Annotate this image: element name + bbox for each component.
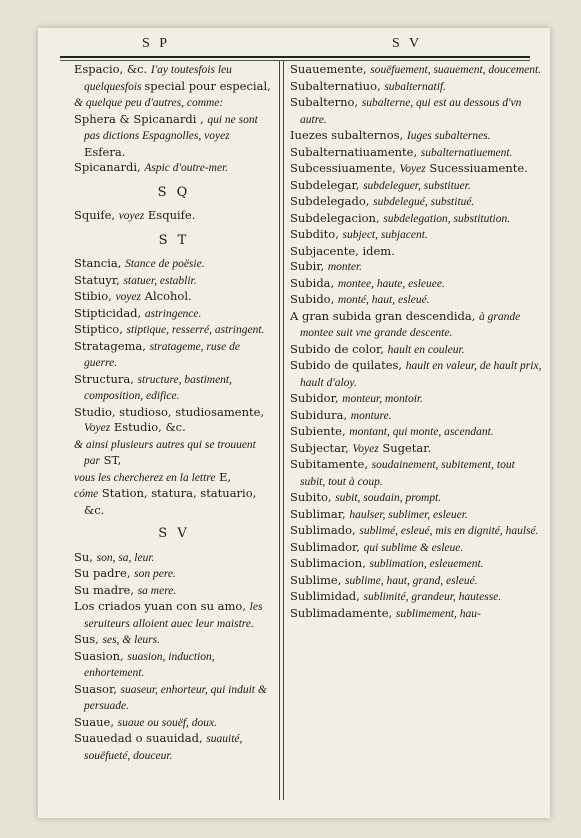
entry-gloss: Voyez — [399, 163, 426, 175]
dictionary-entry — [74, 550, 274, 567]
entry-tail: Sucessiuamente. — [425, 161, 528, 175]
entry-term: Subito, — [290, 490, 336, 504]
dictionary-entry — [290, 573, 542, 590]
entry-gloss: hault en valeur, de hault prix, hault d'aloy. — [300, 360, 542, 389]
entry-term: Sublimar, — [290, 506, 350, 521]
dictionary-entry — [74, 160, 274, 177]
dictionary-entry — [74, 208, 274, 225]
entry-term: Subitamente, — [290, 457, 372, 471]
column-divider — [279, 61, 284, 800]
entry-term: Subida, — [290, 275, 338, 290]
entry-term: Sublimador, — [290, 539, 364, 554]
entry-term: Subalterno, — [290, 95, 362, 109]
entry-term: Suauedad o suauidad, — [74, 731, 207, 745]
dictionary-entry — [290, 145, 542, 162]
entry-gloss: voyez — [115, 291, 141, 303]
dictionary-entry — [290, 457, 542, 490]
dictionary-entry — [290, 408, 542, 425]
entry-term: Statuyr, — [74, 272, 124, 287]
entry-tail: Station, statura, statuario, &c. — [84, 486, 257, 517]
entry-term: Stratagema, — [74, 338, 150, 353]
entry-gloss: astringence. — [144, 307, 202, 320]
entry-term: Su padre, — [74, 566, 135, 580]
entry-gloss: structure, bastiment, composition, edifice. — [84, 373, 232, 402]
entry-gloss: vous les chercherez en la lettre — [74, 471, 216, 484]
dictionary-entry — [74, 339, 274, 372]
entry-gloss: montant, qui monte, ascendant. — [349, 426, 494, 438]
entry-gloss: & ainsi plusieurs autres qui se trouuent par — [74, 438, 256, 467]
entry-term: Sphera & Spicanardi , — [74, 111, 208, 126]
entry-term: Subidura, — [290, 407, 351, 422]
dictionary-entry — [290, 62, 542, 79]
entry-gloss: son, sa, leur. — [96, 551, 155, 564]
entry-term: Stibio, — [74, 289, 116, 303]
entry-gloss: cóme — [74, 488, 99, 500]
dictionary-entry — [74, 682, 274, 715]
entry-gloss: monture. — [350, 409, 392, 422]
dictionary-entry — [290, 309, 542, 342]
dictionary-entry — [74, 372, 274, 405]
dictionary-entry — [290, 523, 542, 540]
entry-gloss: suauité, souëfueté, douceur. — [84, 733, 243, 762]
entry-term: Subalternatiuamente, — [290, 144, 421, 159]
dictionary-entry — [290, 507, 542, 524]
dictionary-entry — [290, 244, 542, 260]
entry-term: Subdelegar, — [290, 177, 364, 192]
entry-gloss: monté, haut, esleué. — [337, 294, 430, 306]
dictionary-entry — [74, 256, 274, 273]
dictionary-entry — [290, 161, 542, 178]
dictionary-entry — [290, 556, 542, 573]
entry-term: Suasor, — [74, 681, 121, 696]
entry-term: Sublimadamente, — [290, 605, 396, 620]
entry-term: Subido de quilates, — [290, 358, 406, 372]
entry-gloss: soudainement, subitement, tout subit, tout à coup. — [300, 459, 515, 488]
entry-gloss: qui ne sont pas dictions Espagnolles, voyez — [84, 113, 258, 142]
book-page — [38, 28, 550, 818]
dictionary-entry — [290, 211, 542, 228]
entry-tail: Sugetar. — [378, 440, 432, 455]
entry-term: Sublime, — [290, 572, 346, 587]
entry-gloss: qui sublime & esleue. — [363, 541, 464, 554]
entry-gloss: statuer, establir. — [123, 274, 197, 287]
entry-gloss: subalternatiuement. — [420, 146, 513, 159]
entry-term: Sublimacion, — [290, 556, 370, 570]
dictionary-entry — [290, 276, 542, 293]
dictionary-entry — [74, 112, 274, 161]
entry-term: Subcessiuamente, — [290, 161, 400, 175]
entry-gloss: stiptique, resserré, astringent. — [126, 324, 265, 336]
entry-gloss: les seruiteurs alloient auec leur maistre. — [84, 601, 263, 630]
entry-term: Los criados yuan con su amo, — [74, 599, 250, 613]
dictionary-entry — [290, 391, 542, 408]
entry-tail: Esfera. — [84, 144, 126, 159]
dictionary-entry — [290, 424, 542, 441]
entry-term: Subalternatiuo, — [290, 78, 385, 93]
dictionary-entry — [74, 566, 274, 583]
entry-term: Iuezes subalternos, — [290, 128, 407, 142]
dictionary-entry — [290, 178, 542, 195]
entry-gloss: stratageme, ruse de guerre. — [84, 340, 240, 369]
header-right-letters: S V — [392, 36, 423, 51]
entry-gloss: Iuges subalternes. — [406, 130, 491, 142]
entry-tail: Alcohol. — [141, 289, 192, 303]
dictionary-entry — [74, 583, 274, 600]
dictionary-entry — [290, 441, 542, 458]
dictionary-entry — [74, 715, 274, 732]
entry-gloss: sublimation, esleuement. — [369, 558, 484, 570]
dictionary-entry — [74, 649, 274, 682]
entry-term: Subido de color, — [290, 341, 388, 356]
entry-gloss: sa mere. — [137, 584, 177, 597]
dictionary-entry — [74, 405, 274, 437]
entry-gloss: subalternatif. — [384, 80, 446, 93]
header-left-letters: S P — [142, 36, 171, 51]
entry-gloss: à grande montee suit vne grande descente. — [300, 310, 521, 339]
entry-gloss: subject, subjacent. — [342, 229, 428, 241]
dictionary-entry — [290, 358, 542, 391]
entry-term: Spicanardi, — [74, 160, 145, 174]
dictionary-entry — [290, 79, 542, 96]
entry-gloss: subdelegation, substitution. — [383, 212, 511, 225]
dictionary-entry — [74, 322, 274, 339]
entry-term: Su, — [74, 549, 97, 564]
entry-term: Stancia, — [74, 256, 126, 270]
dictionary-entry — [74, 599, 274, 632]
entry-term: Stiptico, — [74, 322, 127, 336]
entry-term: Sublimidad, — [290, 589, 364, 603]
entry-gloss: haulser, sublimer, esleuer. — [349, 508, 468, 521]
entry-gloss: subdelegué, substitué. — [373, 196, 475, 208]
entry-gloss: subalterne, qui est au dessous d'vn autre. — [300, 97, 522, 126]
dictionary-entry — [290, 128, 542, 145]
entry-term: A gran subida gran descendida, — [290, 308, 480, 323]
left-column — [74, 62, 274, 764]
entry-gloss: suaue ou souëf, doux. — [117, 716, 218, 729]
entry-term: Stipticidad, — [74, 305, 145, 320]
dictionary-entry — [290, 490, 542, 507]
entry-gloss: souëfuement, suauement, doucement. — [370, 64, 542, 76]
right-column — [290, 62, 542, 622]
entry-tail: ST, — [99, 453, 122, 467]
entry-gloss: Voyez — [84, 422, 111, 434]
entry-tail: Estudio, &c. — [110, 420, 186, 434]
entry-term: Subido, — [290, 292, 338, 306]
entry-tail: special pour especial, — [144, 78, 271, 93]
entry-term: Structura, — [74, 371, 138, 386]
entry-gloss: Aspic d'outre-mer. — [144, 162, 229, 174]
entry-term: Sus, — [74, 632, 103, 646]
entry-term: Squife, — [74, 208, 119, 222]
entry-gloss: monteur, montoir. — [342, 393, 423, 405]
entry-gloss: sublimé, esleué, mis en dignité, haulsé. — [359, 525, 539, 537]
entry-gloss: sublimité, grandeur, hautesse. — [363, 591, 502, 603]
entry-term: Subdito, — [290, 227, 343, 241]
entry-gloss: suasion, induction, enhortement. — [84, 650, 215, 679]
dictionary-entry — [74, 470, 274, 487]
dictionary-entry — [290, 342, 542, 359]
dictionary-entry — [74, 273, 274, 290]
dictionary-entry — [74, 289, 274, 306]
dictionary-entry — [74, 62, 274, 95]
entry-term: Subdelegacion, — [290, 210, 384, 225]
entry-gloss: sublime, haut, grand, esleué. — [345, 574, 478, 587]
entry-gloss: sublimement, hau- — [395, 607, 481, 620]
entry-term: Studio, studioso, studiosamente, — [74, 404, 265, 419]
entry-term: Subjacente, idem. — [290, 243, 395, 258]
entry-term: Suasion, — [74, 648, 128, 663]
entry-gloss: voyez — [118, 210, 145, 222]
dictionary-entry — [290, 259, 542, 276]
entry-term: Subiente, — [290, 424, 350, 438]
entry-gloss: suaseur, enhorteur, qui induit & persuade. — [84, 683, 267, 712]
entry-term: Sublimado, — [290, 523, 360, 537]
entry-gloss: hault en couleur. — [387, 343, 465, 356]
section-heading: S T — [158, 232, 190, 248]
dictionary-entry — [290, 540, 542, 557]
entry-term: Subidor, — [290, 391, 343, 405]
entry-gloss: & quelque peu d'autres, comme: — [74, 97, 224, 109]
section-heading: S V — [158, 526, 190, 541]
entry-gloss: Voyez — [352, 442, 379, 455]
dictionary-entry — [74, 95, 274, 112]
running-header — [62, 36, 526, 54]
entry-term: Su madre, — [74, 582, 138, 597]
entry-gloss: I'ay toutesfois leu quelquesfois — [84, 64, 232, 93]
entry-term: Suaue, — [74, 714, 118, 729]
entry-term: Subir, — [290, 259, 328, 273]
dictionary-entry — [290, 606, 542, 623]
header-rule — [60, 56, 530, 61]
dictionary-entry — [74, 731, 274, 764]
entry-term: Subjectar, — [290, 440, 353, 455]
entry-gloss: subdeleguer, substituer. — [363, 179, 471, 192]
entry-term: Subdelegado, — [290, 194, 374, 208]
entry-term: Espacio, &c. — [74, 62, 151, 76]
dictionary-entry — [290, 227, 542, 244]
entry-gloss: Stance de poësie. — [125, 258, 205, 270]
dictionary-entry — [74, 437, 274, 470]
entry-gloss: subit, soudain, prompt. — [335, 492, 442, 504]
entry-term: Suauemente, — [290, 62, 371, 76]
section-heading: S Q — [157, 184, 191, 200]
dictionary-entry — [74, 632, 274, 649]
entry-gloss: ses, & leurs. — [102, 634, 160, 646]
entry-tail: E, — [215, 469, 232, 484]
dictionary-entry — [74, 306, 274, 323]
entry-gloss: monter. — [327, 261, 363, 273]
entry-tail: Esquife. — [144, 208, 196, 222]
dictionary-entry — [290, 95, 542, 128]
dictionary-entry — [290, 292, 542, 309]
entry-gloss: montee, haute, esleuee. — [337, 277, 445, 290]
dictionary-entry — [290, 194, 542, 211]
entry-gloss: son pere. — [134, 568, 176, 580]
dictionary-entry — [74, 486, 274, 518]
dictionary-entry — [290, 589, 542, 606]
